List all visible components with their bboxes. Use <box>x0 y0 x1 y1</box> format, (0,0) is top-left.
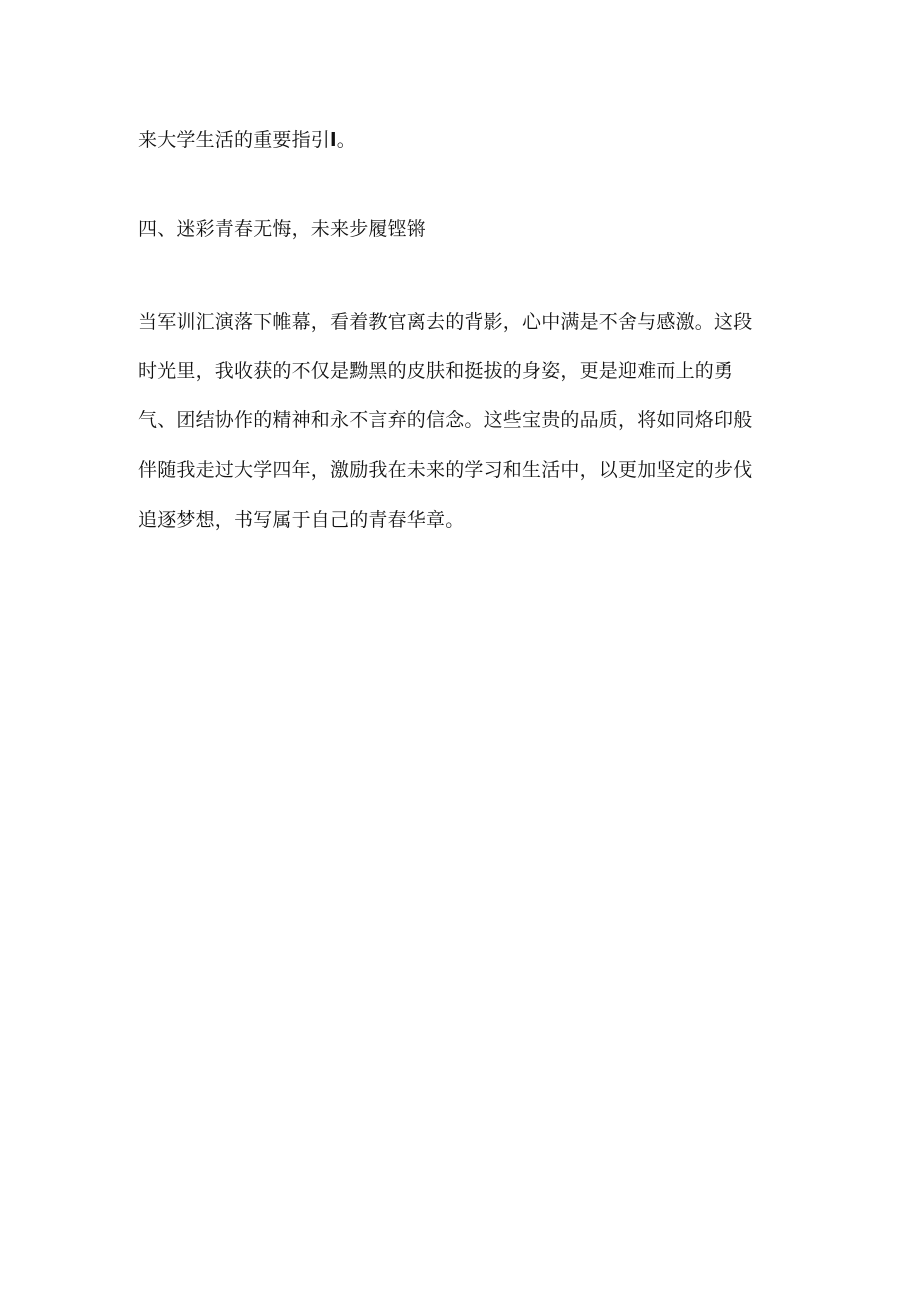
continuation-line <box>138 128 356 152</box>
paragraph-line: 时光里，我收获的不仅是黝黑的皮肤和挺拔的身姿，更是迎难而上的勇 <box>138 360 734 382</box>
paragraph-line: 追逐梦想，书写属于自己的青春华章。 <box>138 509 465 531</box>
continuation-text: 来大学生活的重要指引 <box>138 129 331 151</box>
paragraph-line: 当军训汇演落下帷幕，看着教官离去的背影，心中满是不舍与感激。这段 <box>138 311 753 333</box>
paragraph-line: 气、团结协作的精神和永不言弃的信念。这些宝贵的品质，将如同烙印般 <box>138 409 753 431</box>
stray-mark: l <box>330 129 337 151</box>
section-heading: 四、迷彩青春无悔，未来步履铿锵 <box>138 218 427 240</box>
continuation-end: 。 <box>336 129 356 151</box>
paragraph-line: 伴随我走过大学四年，激励我在未来的学习和生活中，以更加坚定的步伐 <box>138 459 753 481</box>
